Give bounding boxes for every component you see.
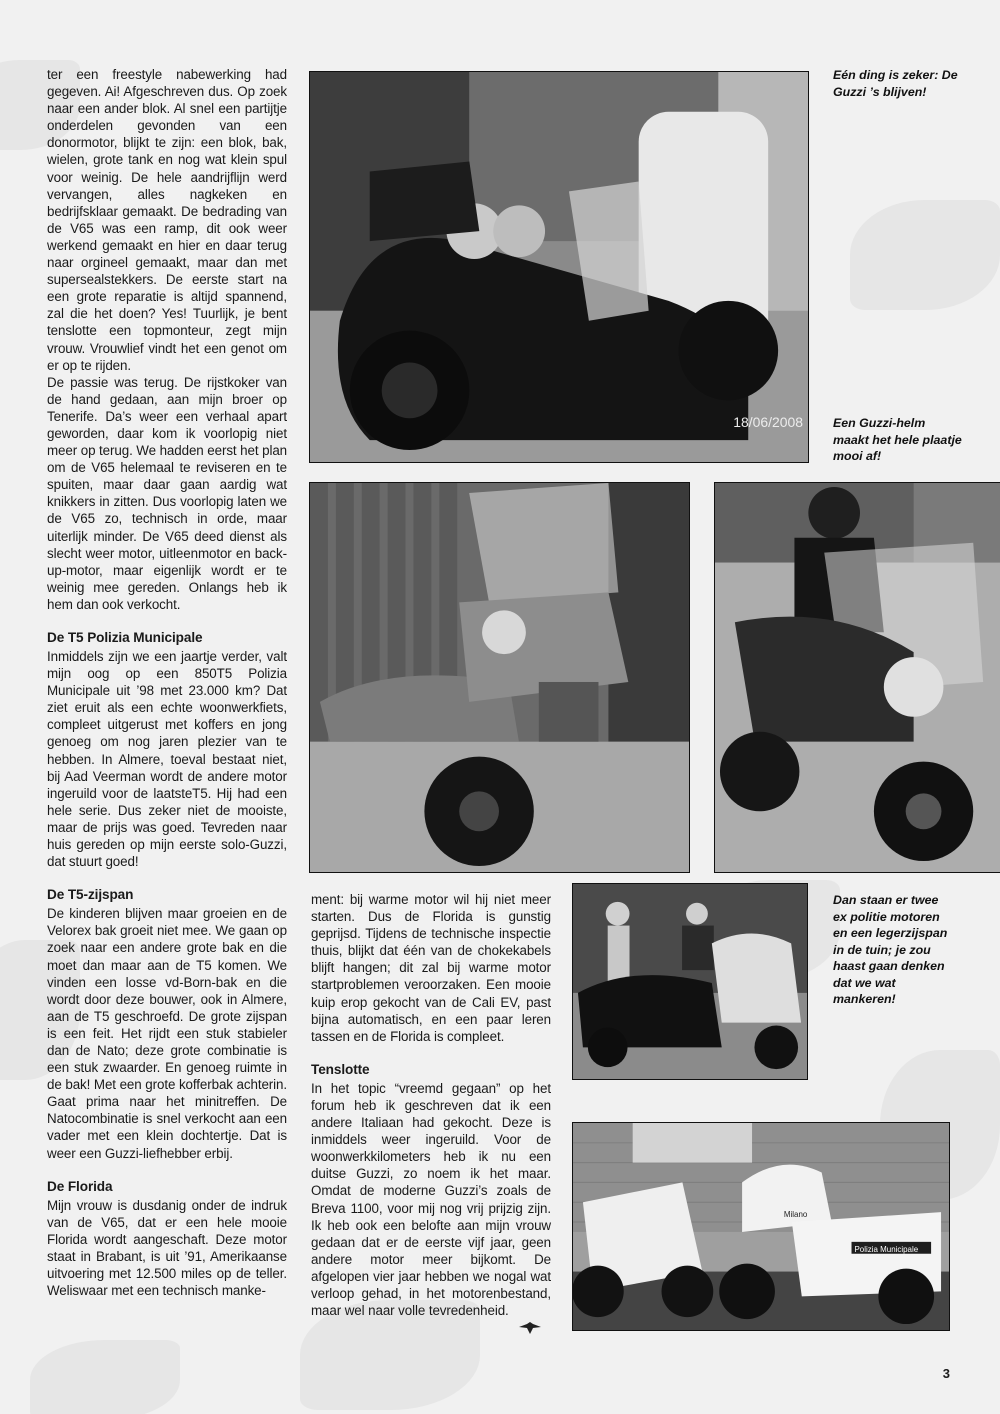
page-number: 3 xyxy=(942,1366,950,1381)
photo-rider-helmet xyxy=(714,482,1000,873)
photo-sidecar-kids xyxy=(309,71,809,463)
guzzi-eagle-icon xyxy=(519,1322,541,1334)
photo-caption xyxy=(833,415,963,465)
left-column xyxy=(47,66,287,1299)
background-leaf xyxy=(850,200,1000,310)
paragraph: In het topic “vreemd gegaan” op het forum heb ik geschreven dat ik een andere Italiaan had gekocht. Deze is inmiddels weer ingeruild. Voor de woonwerkkilometers heb ik nu een duitse Guzzi, zo noem ik het maar. Omdat de moderne Guzzi’s zoals de Breva 1100, voor mij nog vrij prijzig zijn. Ik heb ook een belofte aan mijn vrouw gedaan dat er de eerste vijf jaar, geen andere motor meer bijkomt. De afgelopen vier jaar hebben we nogal wat verloop gehad, in het motorenbestand, maar wel naar volle tevredenheid. xyxy=(311,1080,551,1319)
photo-family-sidecar xyxy=(572,883,808,1080)
section-heading: De Florida xyxy=(47,1178,113,1194)
caption-text: Een Guzzi-helm maakt het hele plaatje mooi af! xyxy=(833,416,962,463)
paragraph: ter een freestyle nabewerking had gegeven. Ai! Afgeschreven dus. Op zoek naar een ander blok. Al snel een partijtje onderdelen gevonden van een donormotor, blijkt te zijn: een blok, bak, wielen, grote tank en nog wat klein spul voor weinig. De hele aandrijflijn werd vervangen, alles nagkeken en bedrijfsklaar gemaakt. De bedrading van de V65 was een ramp, dit ook weer werkend gemaakt en hier en daar terug naar orgineel gemaakt, maar dan met supersealstekkers. De eerste start na een grote reparatie is altijd spannend, zal die het doen? Yes! Tuurlijk, je bent tenslotte een topmonteur, zegt mijn vrouw. Vrouwlief vindt het een genot om er op te rijden. xyxy=(47,67,287,373)
photo-grey-sidecar xyxy=(309,482,690,873)
background-leaf xyxy=(30,1340,180,1414)
caption-text: Dan staan er twee ex politie motoren en een legerzijspan in de tuin; je zou haast gaan denken dat we wat mankeren! xyxy=(833,893,948,1006)
paragraph: ment: bij warme motor wil hij niet meer starten. Dus de Florida is gunstig geprijsd. Tijdens de technische inspectie thuis, blijkt dat één van de chokekabels blijft hangen; dit zal bij warme motor startproblemen veroorzaken. Een mooie kuip erop gekocht van de Cali EV, past bijna automatisch, en een paar leren tassen en de Florida is compleet. xyxy=(311,892,551,1044)
section-heading: De T5-zijspan xyxy=(47,887,134,903)
polizia-label: Polizia Municipale xyxy=(854,1244,919,1254)
photo-caption xyxy=(833,892,948,1008)
middle-column xyxy=(311,891,551,1319)
photo-police-motorcycles xyxy=(572,1122,950,1331)
milano-label: Milano xyxy=(783,1210,808,1220)
section-heading: Tenslotte xyxy=(311,1061,370,1077)
paragraph: Inmiddels zijn we een jaartje verder, valt mijn oog op een 850T5 Polizia Municipale uit ’98 met 23.000 km? Dat ziet eruit als een echte woonwerkfiets, compleet uitgerust met koffers en jong genoeg om nog jaren plezier van te hebben. In Almere, toeval bestaat niet, bij Aad Veerman wordt de andere motor ingeruild voor de laatsteT5. Hij had een hele serie. Dus zeker niet de mooiste, maar de prijs was goed. Tevreden naar huis gereden op mijn eerste solo-Guzzi, dat stuurt goed! xyxy=(47,649,287,870)
paragraph: De kinderen blijven maar groeien en de Velorex bak groeit niet mee. We gaan op zoek naar een andere grote bak en die moet dan maar aan de T5 komen. We vinden een losse vd-Born-bak en die wordt door deze bouwer, ook in Almere, aan de T5 geschroefd. De grote zijspan is een feit. Het rijdt een stuk stabieler dan de Nato; deze grote combinatie is een stuk zwaarder. En genoeg ruimte in de bak! Met een grote kofferbak achterin. Gaat prima naar het minitreffen. De Natocombinatie is snel verkocht aan een vader met een klein dochtertje. Dat is weer een Guzzi-liefhebber erbij. xyxy=(47,906,287,1161)
caption-text: Eén ding is zeker: De Guzzi ’s blijven! xyxy=(833,68,958,99)
paragraph: Mijn vrouw is dusdanig onder de indruk van de V65, dat er een hele mooie Florida wordt aangeschaft. Deze motor staat in Brabant, is uit ’91, Amerikaanse uitvoering met 12.500 miles op de teller. Weliswaar met een technisch manke- xyxy=(47,1197,287,1299)
section-heading: De T5 Polizia Municipale xyxy=(47,630,203,645)
date-stamp: 18/06/2008 xyxy=(733,414,804,431)
paragraph: De passie was terug. De rijstkoker van de hand gedaan, aan mijn broer op Tenerife. Da’s weer een verhaal apart geworden, daar kom ik voorlopig niet meer op terug. We hadden eerst het plan om de V65 helemaal te reviseren en te spuiten, maar daar gaan aardig wat knikkers in zitten. Dus voorlopig laten we de V65 zo, technisch in orde, maar uiterlijk minder. De V65 deed dienst als slecht weer motor, uitleenmotor en back-up-motor, maar eigenlijk wordt er te weinig mee gereden. Onlangs heb ik hem dan ook verkocht. xyxy=(47,374,288,612)
photo-caption xyxy=(833,67,973,100)
